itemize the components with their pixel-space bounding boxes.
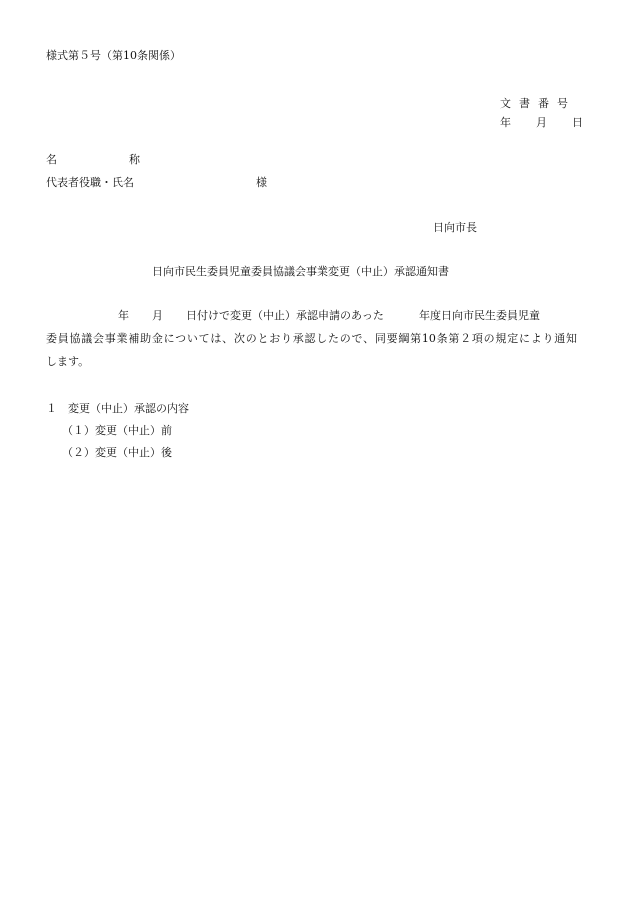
- body-line1-month: 月: [152, 309, 163, 322]
- body-line1-text: 日付けで変更（中止）承認申請のあった: [186, 309, 384, 322]
- recipient-honorific: 様: [256, 176, 267, 189]
- section1-item1: （１）変更（中止）前: [62, 424, 172, 437]
- section1-item2: （２）変更（中止）後: [62, 446, 172, 459]
- document-number-label: 文書番号: [500, 97, 576, 110]
- issuer-name: 日向市長: [433, 221, 477, 234]
- form-id: 様式第５号（第10条関係）: [46, 49, 181, 62]
- section1-heading: １ 変更（中止）承認の内容: [46, 402, 189, 415]
- recipient-name-label: 名称: [46, 153, 212, 166]
- body-line2: 委員協議会事業補助金については、次のとおり承認したので、同要綱第10条第２項の規定により通知: [46, 332, 577, 345]
- body-line3: します。: [46, 355, 90, 368]
- body-line1-year: 年: [118, 309, 129, 322]
- body-line1-fiscal-year: 年度日向市民生委員児童: [419, 309, 540, 322]
- recipient-representative-label: 代表者役職・氏名: [46, 176, 134, 189]
- date-month-label: 月: [536, 116, 547, 129]
- document-title: 日向市民生委員児童委員協議会事業変更（中止）承認通知書: [152, 265, 449, 278]
- date-day-label: 日: [572, 116, 583, 129]
- date-year-label: 年: [500, 116, 511, 129]
